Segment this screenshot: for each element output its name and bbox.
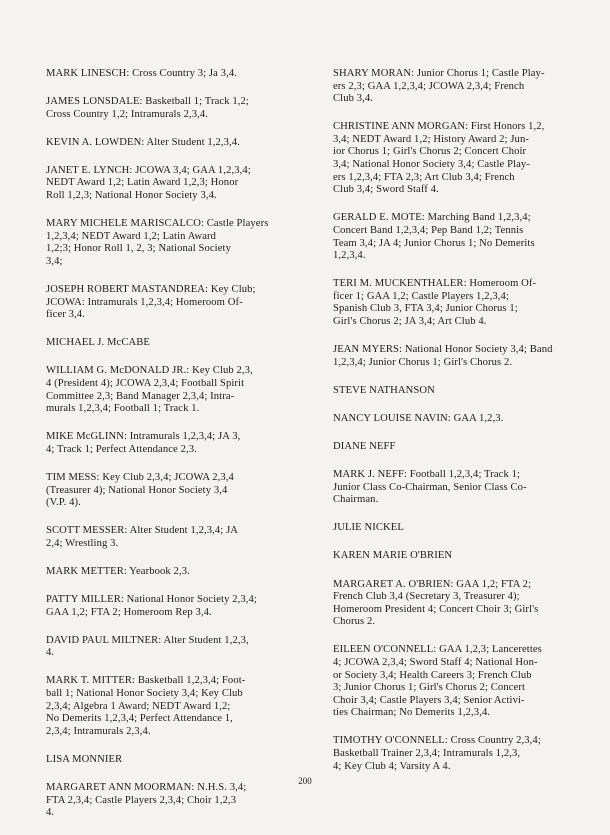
senior-entry: TERI M. MUCKENTHALER: Homeroom Of- ficer 1; GAA 1,2; Castle Players 1,2,3,4; Spanish Club 3, FTA 3,4; Junior Chorus 1; Girl's Chorus 2; JA 3,4; Art Club 4. bbox=[333, 278, 537, 327]
senior-entry: MARK J. NEFF: Football 1,2,3,4; Track 1; Junior Class Co-Chairman, Senior Class Co- Chairman. bbox=[333, 469, 527, 506]
senior-entry: LISA MONNIER bbox=[46, 753, 123, 765]
senior-entry: JOSEPH ROBERT MASTANDREA: Key Club; JCOWA: Intramurals 1,2,3,4; Homeroom Of- ficer 3,4. bbox=[46, 284, 256, 321]
left-column bbox=[46, 68, 308, 835]
senior-entry: GERALD E. MOTE: Marching Band 1,2,3,4; Concert Band 1,2,3,4; Pep Band 1,2; Tennis Team 3,4; JA 4; Junior Chorus 1; No Demerits 1,2,3,4. bbox=[333, 212, 535, 262]
senior-entry: JULIE NICKEL bbox=[333, 522, 404, 534]
page-number: 200 bbox=[298, 776, 312, 786]
senior-entry: JEAN MYERS: National Honor Society 3,4; Band 1,2,3,4; Junior Chorus 1; Girl's Chorus 2. bbox=[333, 344, 553, 368]
senior-entry: EILEEN O'CONNELL: GAA 1,2,3; Lancerettes 4; JCOWA 2,3,4; Sword Staff 4; National Hon- or Society 3,4; Health Careers 3; French Club 3; Junior Chorus 1; Girl's Chorus 2; Concert Choir 3,4; Castle Players 3,4; Senior Activi- ties Chairman; No Demerits 1,2,3,4. bbox=[333, 644, 542, 719]
senior-entry: STEVE NATHANSON bbox=[333, 384, 435, 396]
senior-entry: MARGARET A. O'BRIEN: GAA 1,2; FTA 2; French Club 3,4 (Secretary 3, Treasurer 4); Homeroom President 4; Concert Choir 3; Girl's Chorus 2. bbox=[333, 578, 539, 628]
senior-entry: SHARY MORAN: Junior Chorus 1; Castle Play- ers 2,3; GAA 1,2,3,4; JCOWA 2,3,4; French Club 3,4. bbox=[333, 68, 545, 105]
senior-entry: KAREN MARIE O'BRIEN bbox=[333, 550, 453, 562]
senior-entry: NANCY LOUISE NAVIN: GAA 1,2,3. bbox=[333, 412, 504, 424]
senior-entry: DIANE NEFF bbox=[333, 440, 396, 452]
senior-entry: DAVID PAUL MILTNER: Alter Student 1,2,3, 4. bbox=[46, 634, 249, 659]
senior-entry: MARK LINESCH: Cross Country 3; Ja 3,4. bbox=[46, 68, 237, 79]
senior-entry: TIM MESS: Key Club 2,3,4; JCOWA 2,3,4 (Treasurer 4); National Honor Society 3,4 (V.P. 4). bbox=[46, 471, 234, 509]
senior-entry: PATTY MILLER: National Honor Society 2,3,4; GAA 1,2; FTA 2; Homeroom Rep 3,4. bbox=[46, 594, 257, 618]
senior-entry: MARK METTER: Yearbook 2,3. bbox=[46, 565, 190, 577]
senior-entry: MARY MICHELE MARISCALCO: Castle Players 1,2,3,4; NEDT Award 1,2; Latin Award 1,2;3; Honor Roll 1, 2, 3; National Society 3,4; bbox=[46, 218, 269, 267]
senior-entry: KEVIN A. LOWDEN: Alter Student 1,2,3,4. bbox=[46, 136, 240, 148]
senior-entry: CHRISTINE ANN MORGAN: First Honors 1,2, 3,4; NEDT Award 1,2; History Award 2; Jun- ior Chorus 1; Girl's Chorus 2; Concert Choir 3,4; National Honor Society 3,4; Castle Play- ers 1,2,3,4; FTA 2,3; Art Club 3,4; French Club 3,4; Sword Staff 4. bbox=[333, 121, 545, 196]
senior-entry: MICHAEL J. McCABE bbox=[46, 337, 151, 349]
senior-entry: TIMOTHY O'CONNELL: Cross Country 2,3,4; Basketball Trainer 2,3,4; Intramurals 1,2,3, 4; Key Club 4; Varsity A 4. bbox=[333, 735, 541, 772]
senior-entry: JANET E. LYNCH: JCOWA 3,4; GAA 1,2,3,4; NEDT Award 1,2; Latin Award 1,2,3; Honor Roll 1,2,3; National Honor Society 3,4. bbox=[46, 164, 251, 202]
senior-entry: JAMES LONSDALE: Basketball 1; Track 1,2; Cross Country 1,2; Intramurals 2,3,4. bbox=[46, 96, 249, 120]
senior-entry: MARK T. MITTER: Basketball 1,2,3,4; Foot- ball 1; National Honor Society 3,4; Key Club 2,3,4; Algebra 1 Award; NEDT Award 1,2; No Demerits 1,2,3,4; Perfect Attendance 1, 2,3,4; Intramurals 2,3,4. bbox=[46, 675, 246, 737]
right-column bbox=[333, 68, 595, 789]
senior-entry: WILLIAM G. McDONALD JR.: Key Club 2,3, 4 (President 4); JCOWA 2,3,4; Football Spirit Committee 2,3; Band Manager 2,3,4; Intra- murals 1,2,3,4; Football 1; Track 1. bbox=[46, 365, 253, 415]
senior-entry: MIKE McGLINN: Intramurals 1,2,3,4; JA 3, 4; Track 1; Perfect Attendance 2,3. bbox=[46, 431, 241, 455]
senior-entry: MARGARET ANN MOORMAN: N.H.S. 3,4; FTA 2,3,4; Castle Players 2,3,4; Choir 1,2,3 4. bbox=[46, 781, 247, 819]
senior-entry: SCOTT MESSER: Alter Student 1,2,3,4; JA 2,4; Wrestling 3. bbox=[46, 525, 239, 549]
